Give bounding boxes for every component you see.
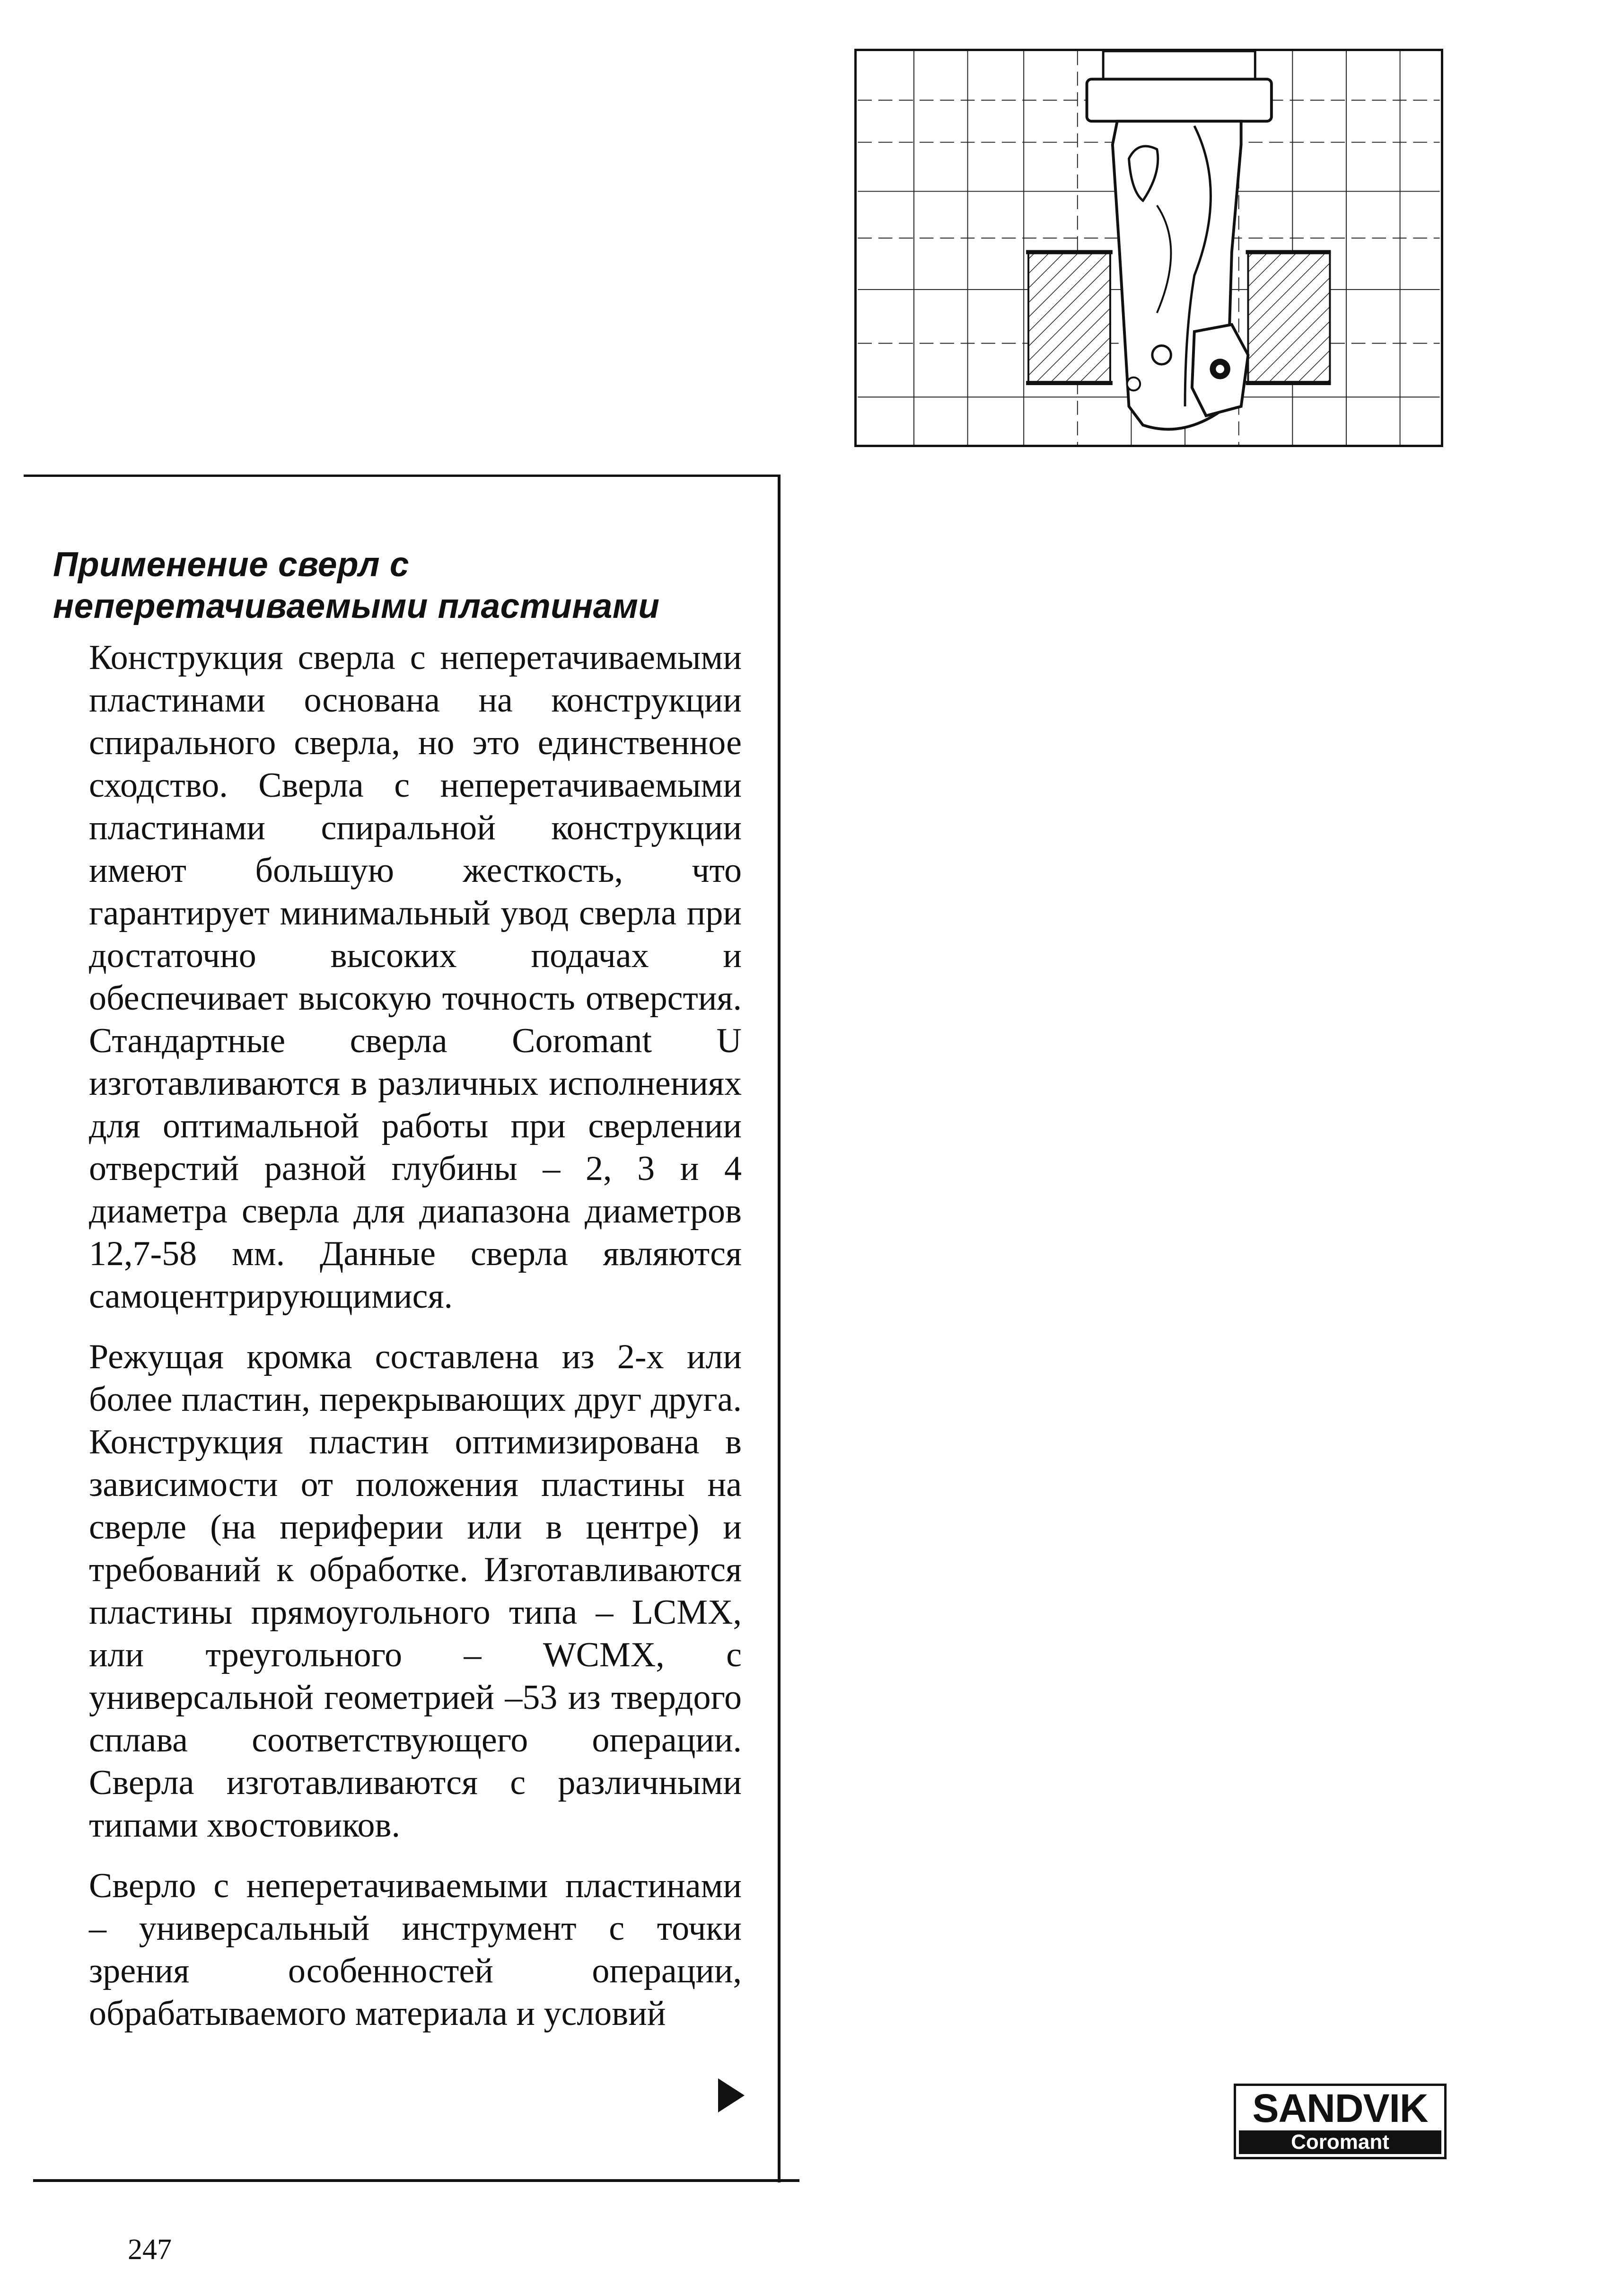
paragraph-3: Сверло с неперетачиваемыми пластинами – универсальный инструмент с точки зрения особенностей операции, обрабатываемого материала и условий — [89, 1866, 742, 2033]
heading-line-1: Применение сверл с — [53, 545, 409, 584]
drill-illustration — [854, 49, 1443, 447]
page-number: 247 — [128, 2234, 172, 2266]
logo-sub: Coromant — [1239, 2130, 1441, 2154]
right-triangle-arrow-icon — [718, 2078, 745, 2112]
paragraph-2: Режущая кромка составлена из 2-х или более пластин, перекрывающих друг друга. Конструкция пластин оптимизирована в зависимости от положения пластины на сверле (на периферии или в центре) и требований к обработке. Изготавливаются пластины прямоугольного типа – LCMX, или треугольного – WCMX, с универсальной геометрией –53 из твердого сплава соответствующего операции. Сверла изготавливаются с различными типами хвостовиков. — [89, 1337, 742, 1845]
sandvik-coromant-logo — [1234, 2084, 1447, 2159]
logo-brand: SANDVIK — [1252, 2086, 1428, 2130]
bottom-rule — [33, 2179, 799, 2182]
heading-line-2: неперетачиваемыми пластинами — [53, 587, 660, 625]
article-body — [89, 636, 742, 2053]
article-heading — [53, 544, 763, 627]
paragraph-1: Конструкция сверла с неперетачиваемыми пластинами основана на конструкции спирального сверла, но это единственное сходство. Сверла с неперетачиваемыми пластинами спиральной конструкции имеют большую жесткость, что гарантирует минимальный увод сверла при достаточно высоких подачах и обеспечивает высокую точность отверстия. Стандартные сверла Coromant U изготавливаются в различных исполнениях для оптимальной работы при сверлении отверстий разной глубины – 2, 3 и 4 диаметра сверла для диапазона диаметров 12,7-58 мм. Данные сверла являются самоцентрирующимися. — [89, 638, 742, 1316]
